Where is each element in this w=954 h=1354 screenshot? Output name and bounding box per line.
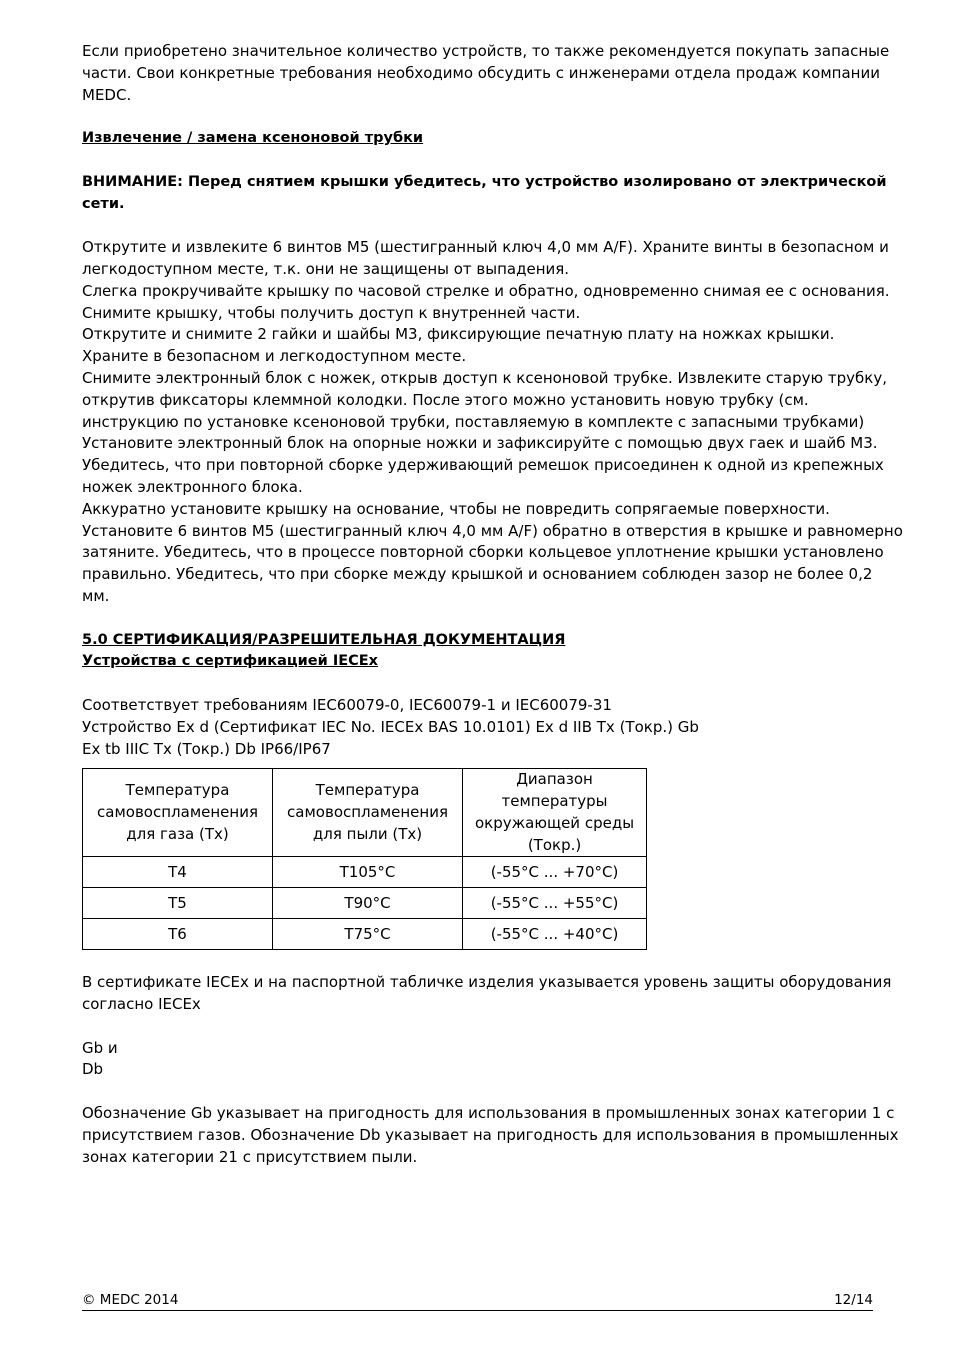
step-paragraph: Установите электронный блок на опорные ножки и зафиксируйте с помощью двух гаек и шайб M3. Убедитесь, что при повторной сборке удерживающий ремешок присоединен к одной из крепежных ножек электронного блока. [82, 434, 884, 496]
compliance-line: Ex tb IIIC Tx (Токр.) Db IP66/IP67 [82, 739, 331, 758]
table-row [83, 857, 647, 888]
explanation-paragraph: Обозначение Gb указывает на пригодность для использования в промышленных зонах категории 1 с присутствием газов. Обозначение Db указывает на пригодность для использования в промышленных зонах категории 21 с присутствием пыли. [82, 1104, 899, 1166]
table-row [83, 888, 647, 919]
warning-text: ВНИМАНИЕ: Перед снятием крышки убедитесь, что устройство изолировано от электрической сети. [82, 173, 887, 212]
header-gas-temp: Температура самовоспламенения для газа (Tx) [83, 769, 273, 857]
table-cell: (-55°C ... +40°C) [463, 919, 647, 950]
step-paragraph: Снимите электронный блок с ножек, открыв доступ к ксеноновой трубке. Извлеките старую трубку, открутив фиксаторы клеммной колодки. После этого можно установить новую трубку (см. инструкцию по установке ксеноновой трубки, поставляемую в комплекте с запасными трубками) [82, 368, 887, 431]
section-heading-tube-replacement: Извлечение / замена ксеноновой трубки [82, 130, 424, 147]
step-paragraph: Открутите и снимите 2 гайки и шайбы M3, фиксирующие печатную плату на ножках крышки. Храните в безопасном и легкодоступном месте. [82, 325, 835, 366]
step-paragraph: Аккуратно установите крышку на основание, чтобы не повредить сопрягаемые поверхности. [82, 499, 830, 518]
header-dust-temp: Температура самовоспламенения для пыли (Tx) [273, 769, 463, 857]
subheading-iecex: Устройства с сертификацией IECEx [82, 653, 379, 670]
intro-paragraph: Если приобретено значительное количество устройств, то также рекомендуется покупать запасные части. Свои конкретные требования необходимо обсудить с инженерами отдела продаж компании MEDC. [82, 42, 890, 104]
step-paragraph: Слегка прокручивайте крышку по часовой стрелке и обратно, одновременно снимая ее с основания. Снимите крышку, чтобы получить доступ к внутренней части. [82, 281, 890, 322]
table-cell: T6 [83, 919, 273, 950]
protection-level: Gb и [82, 1038, 118, 1057]
table-cell: T4 [83, 857, 273, 888]
step-paragraph: Открутите и извлеките 6 винтов M5 (шестигранный ключ 4,0 мм A/F). Храните винты в безопасном и легкодоступном месте, т.к. они не защищены от выпадения. [82, 238, 889, 278]
protection-paragraph: В сертификате IECEx и на паспортной табличке изделия указывается уровень защиты оборудования согласно IECEx [82, 973, 892, 1014]
compliance-line: Соответствует требованиям IEC60079-0, IEC60079-1 и IEC60079-31 [82, 695, 612, 714]
footer-page-number: 12/14 [834, 1292, 873, 1308]
page-footer [82, 1290, 873, 1311]
protection-level: Db [82, 1060, 104, 1079]
footer-copyright: © MEDC 2014 [82, 1292, 179, 1308]
table-cell: (-55°C ... +55°C) [463, 888, 647, 919]
temperature-table [82, 768, 647, 950]
table-cell: T90°C [273, 888, 463, 919]
document-page [82, 41, 904, 1168]
compliance-line: Устройство Ex d (Сертификат IEC No. IECEx BAS 10.0101) Ex d IIB Tx (Токр.) Gb [82, 717, 699, 736]
section-heading-certification: 5.0 СЕРТИФИКАЦИЯ/РАЗРЕШИТЕЛЬНАЯ ДОКУМЕНТАЦИЯ [82, 631, 566, 648]
table-cell: T105°C [273, 857, 463, 888]
table-row [83, 919, 647, 950]
header-ambient-range: Диапазон температуры окружающей среды (Токр.) [463, 769, 647, 857]
table-header-row [83, 769, 647, 857]
table-cell: T75°C [273, 919, 463, 950]
table-cell: T5 [83, 888, 273, 919]
step-paragraph: Установите 6 винтов M5 (шестигранный ключ 4,0 мм A/F) обратно в отверстия в крышке и равномерно затяните. Убедитесь, что в процессе повторной сборки кольцевое уплотнение крышки установлено правильно. Убедитесь, что при сборке между крышкой и основанием соблюден зазор не более 0,2 мм. [82, 521, 903, 605]
table-cell: (-55°C ... +70°C) [463, 857, 647, 888]
